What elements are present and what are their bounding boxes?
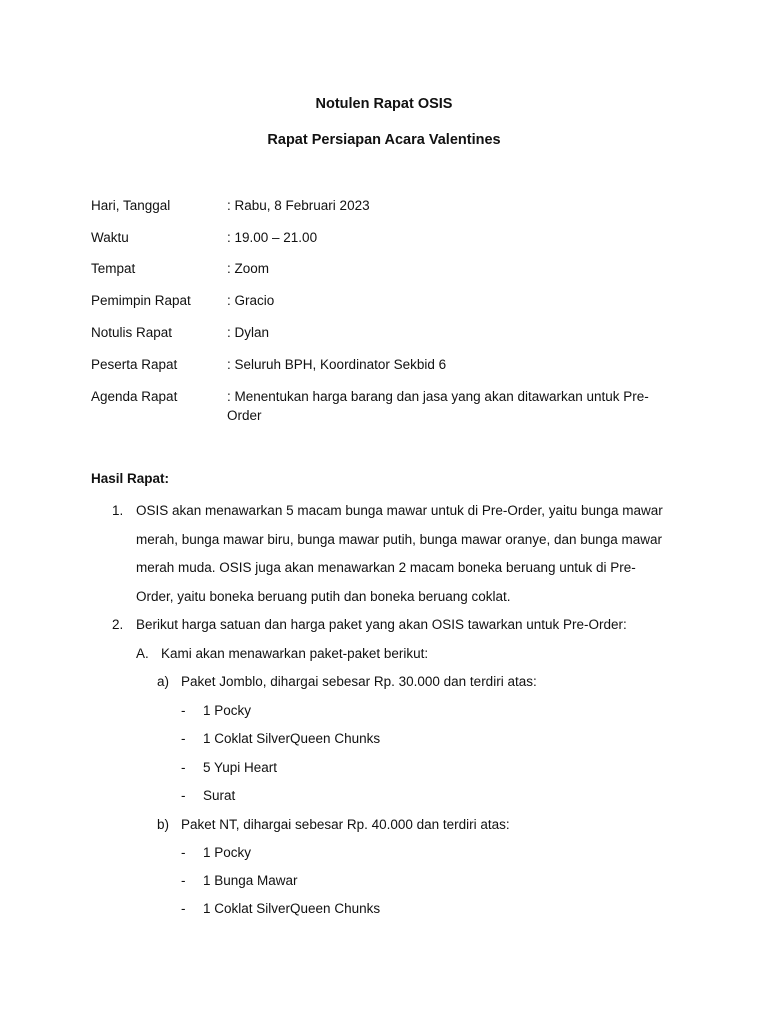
info-value: : Rabu, 8 Februari 2023	[227, 198, 370, 213]
dash-bullet: -	[181, 873, 186, 888]
info-label: Tempat	[91, 261, 136, 276]
info-label: Hari, Tanggal	[91, 198, 171, 213]
package-item: 1 Bunga Mawar	[203, 873, 298, 888]
package-mark: a)	[157, 674, 170, 689]
package-text: Paket Jomblo, dihargai sebesar Rp. 30.000 dan terdiri atas:	[181, 674, 537, 689]
info-label: Agenda Rapat	[91, 389, 178, 404]
dash-bullet: -	[181, 845, 186, 860]
document-title: Notulen Rapat OSIS	[315, 96, 453, 112]
package-item: Surat	[203, 788, 236, 803]
info-label: Notulis Rapat	[91, 325, 173, 340]
info-value-continued: Order	[227, 408, 262, 423]
package-item: 1 Pocky	[203, 703, 252, 718]
sublist-text: Kami akan menawarkan paket-paket berikut:	[161, 646, 429, 661]
list-item-line: Berikut harga satuan dan harga paket yang akan OSIS tawarkan untuk Pre-Order:	[136, 617, 627, 632]
info-value: : Zoom	[227, 261, 270, 276]
dash-bullet: -	[181, 760, 186, 775]
dash-bullet: -	[181, 731, 186, 746]
info-value: : Menentukan harga barang dan jasa yang akan ditawarkan untuk Pre-	[227, 389, 649, 404]
package-item: 1 Coklat SilverQueen Chunks	[203, 731, 381, 746]
info-label: Waktu	[91, 230, 129, 245]
list-item-line: OSIS akan menawarkan 5 macam bunga mawar untuk di Pre-Order, yaitu bunga mawar	[136, 503, 663, 518]
sublist-mark: A.	[136, 646, 149, 661]
info-label: Peserta Rapat	[91, 357, 178, 372]
document-subtitle: Rapat Persiapan Acara Valentines	[267, 132, 501, 148]
list-item-line: merah, bunga mawar biru, bunga mawar putih, bunga mawar oranye, dan bunga mawar	[136, 532, 663, 547]
package-mark: b)	[157, 817, 170, 832]
dash-bullet: -	[181, 788, 186, 803]
list-item-line: merah muda. OSIS juga akan menawarkan 2 macam boneka beruang untuk di Pre-	[136, 560, 636, 575]
dash-bullet: -	[181, 901, 186, 916]
list-number: 2.	[112, 617, 124, 632]
info-value: : Dylan	[227, 325, 270, 340]
info-value: : Gracio	[227, 293, 275, 308]
list-number: 1.	[112, 503, 124, 518]
info-value: : Seluruh BPH, Koordinator Sekbid 6	[227, 357, 447, 372]
list-item-line: Order, yaitu boneka beruang putih dan boneka beruang coklat.	[136, 589, 511, 604]
dash-bullet: -	[181, 703, 186, 718]
package-item: 5 Yupi Heart	[203, 760, 278, 775]
package-text: Paket NT, dihargai sebesar Rp. 40.000 dan terdiri atas:	[181, 817, 510, 832]
package-item: 1 Coklat SilverQueen Chunks	[203, 901, 381, 916]
info-row-agenda	[91, 387, 691, 427]
info-value: : 19.00 – 21.00	[227, 230, 318, 245]
package-item: 1 Pocky	[203, 845, 252, 860]
info-label: Pemimpin Rapat	[91, 293, 191, 308]
results-title: Hasil Rapat:	[91, 471, 170, 486]
